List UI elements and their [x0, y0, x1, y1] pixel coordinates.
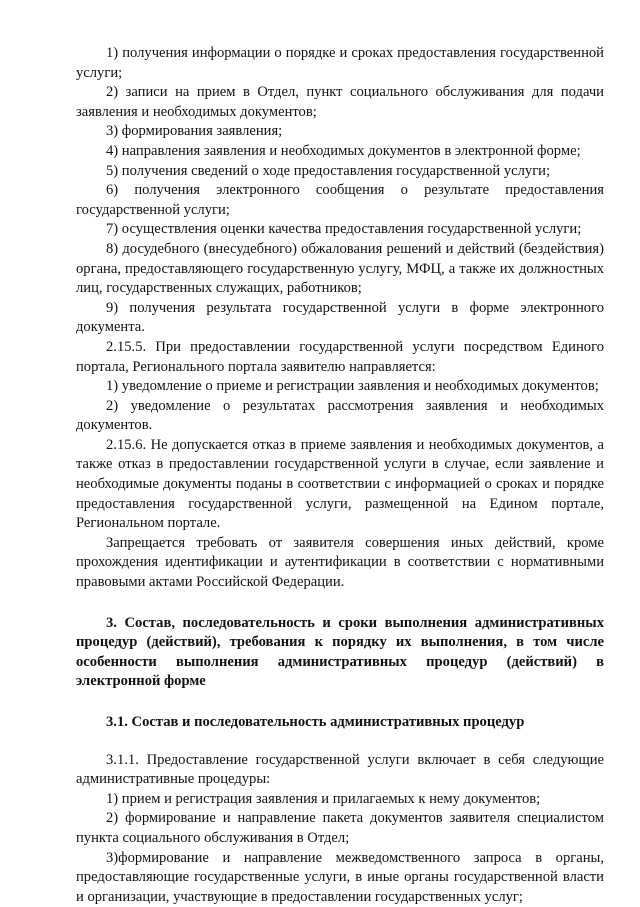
list-item: 8) досудебного (внесудебного) обжалования решений и действий (бездействия) органа, предоставляющего государственную услугу, МФЦ, а также их должностных лиц, государственных служащих, работников; [76, 240, 604, 297]
list-item: 4) направления заявления и необходимых документов в электронной форме; [106, 142, 581, 159]
list-item: 7) осуществления оценки качества предоставления государственной услуги; [106, 221, 582, 238]
list-item: 9) получения результата государственной услуги в форме электронного документа. [76, 299, 604, 336]
list-item: 1) получения информации о порядке и сроках предоставления государственной услуги; [76, 45, 604, 81]
list-item: 1) уведомление о приеме и регистрации заявления и необходимых документов; [106, 378, 599, 395]
list-item: 1) прием и регистрация заявления и прилагаемых к нему документов; [106, 790, 541, 807]
paragraph: Запрещается требовать от заявителя совершения иных действий, кроме прохождения идентификации и аутентификации в соответствии с нормативными правовыми актами Российской Федерации. [76, 534, 604, 591]
list-item: 6) получения электронного сообщения о результате предоставления государственной услуги; [76, 182, 604, 218]
section-heading: 3. Состав, последовательность и сроки выполнения административных процедур (действий), требования к порядку их выполнения, в том числе особенности выполнения административных процедур (действий) в электронной форме [76, 614, 604, 690]
paragraph: 3.1.1. Предоставление государственной услуги включает в себя следующие административные процедуры: [76, 751, 604, 788]
list-item: 3)формирование и направление межведомственного запроса в органы, предоставляющие государственные услуги, в иные органы государственной власти и организации, участвующие в предоставлении государственных услуг; [76, 849, 604, 905]
list-item: 2) записи на прием в Отдел, пункт социального обслуживания для подачи заявления и необходимых документов; [76, 84, 604, 120]
list-item: 2) формирование и направление пакета документов заявителя специалистом пункта социального обслуживания в Отдел; [76, 810, 604, 846]
list-item: 2) уведомление о результатах рассмотрения заявления и необходимых документов. [76, 397, 604, 434]
paragraph: 2.15.5. При предоставлении государственной услуги посредством Единого портала, Регионального портала заявителю направляется: [76, 338, 604, 375]
subsection-heading: 3.1. Состав и последовательность административных процедур [106, 714, 525, 730]
paragraph: 2.15.6. Не допускается отказ в приеме заявления и необходимых документов, а также отказ в предоставлении государственной услуги в случае, если заявление и необходимые документы поданы в соответствии с информацией о сроках и порядке предоставления государственной услуги, размещенной на Едином портале, Региональном портале. [76, 436, 604, 532]
list-item: 3) формирования заявления; [106, 123, 283, 140]
list-item: 5) получения сведений о ходе предоставления государственной услуги; [106, 162, 551, 179]
